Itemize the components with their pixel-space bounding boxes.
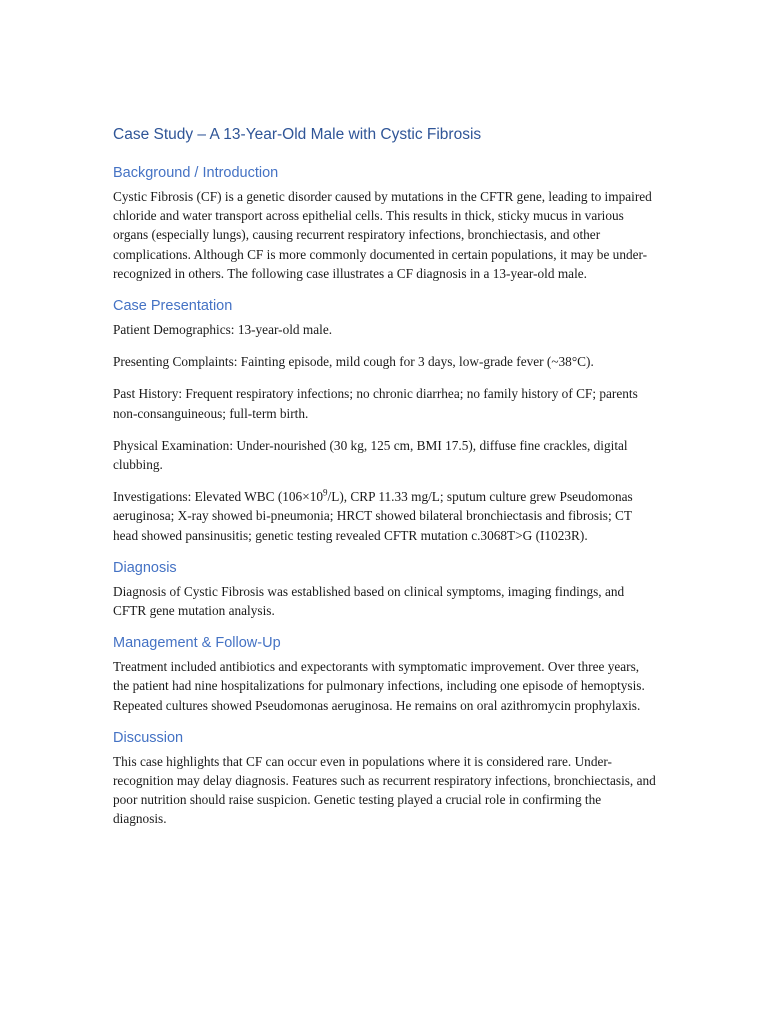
past-history-paragraph: Past History: Frequent respiratory infections; no chronic diarrhea; no family history of CF; parents non-consanguineous; full-term birth. — [113, 386, 638, 421]
section-heading-case-presentation: Case Presentation — [113, 298, 233, 315]
investigations-text-start: Investigations: Elevated WBC (106×10 — [113, 489, 323, 505]
section-heading-background: Background / Introduction — [113, 165, 279, 181]
investigations-paragraph — [113, 487, 658, 545]
discussion-paragraph: This case highlights that CF can occur even in populations where it is considered rare. Under-recognition may delay diagnosis. Features such as recurrent respiratory infections, bronchiectasis, and poor nutrition should raise suspicion. Genetic testing played a crucial role in confirming the diagnosis. — [113, 753, 656, 827]
section-case-presentation — [113, 296, 658, 545]
section-heading-management: Management & Follow-Up — [113, 635, 281, 652]
background-paragraph: Cystic Fibrosis (CF) is a genetic disorder caused by mutations in the CFTR gene, leading to impaired chloride and water transport across epithelial cells. This results in thick, sticky mucus in various organs (especially lungs), causing recurrent respiratory infections, bronchiectasis, and other complications. Although CF is more commonly documented in certain populations, it may be under-recognized in others. The following case illustrates a CF diagnosis in a 13-year-old male. — [113, 189, 652, 281]
physical-exam-paragraph: Physical Examination: Under-nourished (30 kg, 125 cm, BMI 17.5), diffuse fine crackles, digital clubbing. — [113, 437, 628, 473]
diagnosis-paragraph: Diagnosis of Cystic Fibrosis was established based on clinical symptoms, imaging findings, and CFTR gene mutation analysis. — [113, 583, 625, 619]
superscript-exponent: 9 — [323, 487, 328, 498]
investigations-text-end: /L), CRP 11.33 mg/L; sputum culture grew Pseudomonas aeruginosa; X-ray showed bi-pneumonia; HRCT showed bilateral bronchiectasis and fibrosis; CT head showed pansinusitis; genetic testing revealed CFTR mutation c.3068T>G (I1023R). — [113, 489, 633, 543]
section-management — [113, 633, 658, 715]
document-page — [113, 124, 658, 842]
management-paragraph: Treatment included antibiotics and expectorants with symptomatic improvement. Over three years, the patient had nine hospitalizations for pulmonary infections, including one episode of hemoptysis. Repeated cultures showed Pseudomonas aeruginosa. He remains on oral azithromycin prophylaxis. — [113, 659, 645, 713]
demographics-paragraph: Patient Demographics: 13-year-old male. — [113, 322, 333, 338]
section-heading-discussion: Discussion — [113, 729, 184, 746]
section-diagnosis — [113, 558, 658, 620]
section-background — [113, 163, 658, 283]
page-title: Case Study – A 13-Year-Old Male with Cystic Fibrosis — [113, 126, 482, 143]
section-heading-diagnosis: Diagnosis — [113, 559, 177, 576]
complaints-paragraph: Presenting Complaints: Fainting episode, mild cough for 3 days, low-grade fever (~38°C). — [113, 354, 594, 370]
section-discussion — [113, 728, 658, 829]
